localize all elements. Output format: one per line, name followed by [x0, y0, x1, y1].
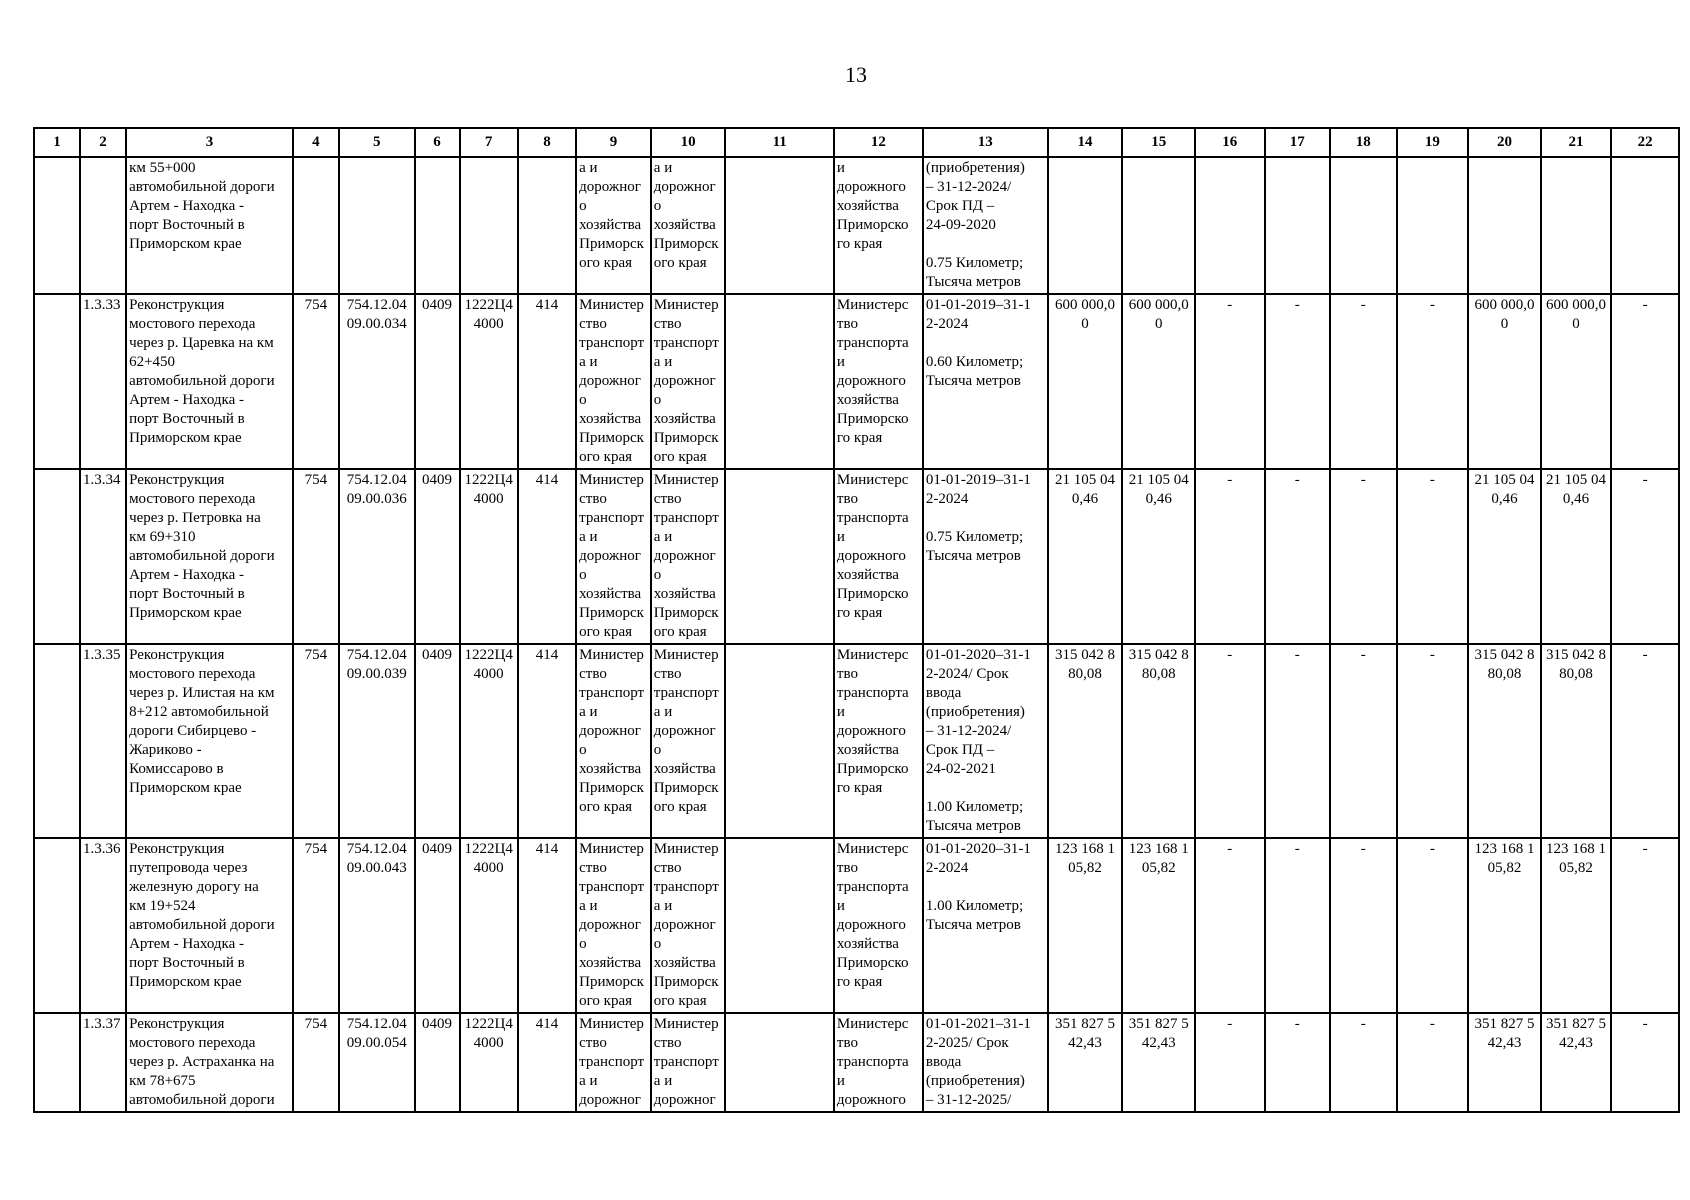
- table-cell: Реконструкция путепровода через железную дорогу на км 19+524 автомобильной дороги Артем - Находка - порт Восточный в Приморском крае: [126, 838, 293, 1013]
- column-header: 12: [834, 128, 923, 157]
- table-cell: Реконструкция мостового перехода через р. Царевка на км 62+450 автомобильной дороги Артем - Находка - порт Восточный в Приморском крае: [126, 294, 293, 469]
- column-header: 6: [415, 128, 460, 157]
- table-cell: -: [1265, 838, 1330, 1013]
- column-header: 22: [1611, 128, 1679, 157]
- table-cell: -: [1195, 469, 1265, 644]
- column-header: 4: [293, 128, 339, 157]
- table-cell: [415, 157, 460, 294]
- column-header: 15: [1122, 128, 1195, 157]
- table-row: [34, 644, 1679, 838]
- table-cell: 351 827 5 42,43: [1468, 1013, 1541, 1112]
- table-cell: Министер ство транспорт а и дорожног о хозяйства Приморск ого края: [651, 644, 726, 838]
- table-cell: 01-01-2019–31-1 2-2024 0.75 Километр; Тысяча метров: [923, 469, 1048, 644]
- table-cell: 21 105 04 0,46: [1541, 469, 1612, 644]
- table-cell: -: [1265, 644, 1330, 838]
- table-cell: Министерс тво транспорта и дорожного хозяйства Приморско го края: [834, 469, 923, 644]
- table-cell: 1222Ц4 4000: [460, 1013, 518, 1112]
- table-cell: -: [1330, 838, 1396, 1013]
- table-cell: -: [1195, 1013, 1265, 1112]
- table-cell: 315 042 8 80,08: [1048, 644, 1123, 838]
- table-cell: 754: [293, 1013, 339, 1112]
- column-header: 20: [1468, 128, 1541, 157]
- column-header: 10: [651, 128, 726, 157]
- table-cell: 351 827 5 42,43: [1048, 1013, 1123, 1112]
- table-cell: 754.12.04 09.00.039: [339, 644, 415, 838]
- table-cell: 414: [518, 1013, 576, 1112]
- table-cell: 1.3.33: [80, 294, 126, 469]
- table-cell: 754.12.04 09.00.034: [339, 294, 415, 469]
- table-cell: 0409: [415, 644, 460, 838]
- column-header: 16: [1195, 128, 1265, 157]
- table-cell: -: [1265, 1013, 1330, 1112]
- table-cell: [725, 1013, 833, 1112]
- table-cell: [725, 644, 833, 838]
- table-cell: [34, 157, 80, 294]
- table-cell: и дорожного хозяйства Приморско го края: [834, 157, 923, 294]
- table-cell: 01-01-2020–31-1 2-2024 1.00 Километр; Тысяча метров: [923, 838, 1048, 1013]
- table-cell: [460, 157, 518, 294]
- table-cell: 1222Ц4 4000: [460, 469, 518, 644]
- page-number: 13: [845, 62, 867, 87]
- table-cell: -: [1611, 644, 1679, 838]
- table-cell: [80, 157, 126, 294]
- table-cell: Министер ство транспорт а и дорожног о хозяйства Приморск ого края: [576, 644, 651, 838]
- column-header: 11: [725, 128, 833, 157]
- table-cell: -: [1195, 838, 1265, 1013]
- table-cell: 414: [518, 294, 576, 469]
- table-cell: Министер ство транспорт а и дорожног о хозяйства Приморск ого края: [651, 294, 726, 469]
- table-cell: [1468, 157, 1541, 294]
- table-cell: [34, 1013, 80, 1112]
- table-cell: 754.12.04 09.00.043: [339, 838, 415, 1013]
- table-cell: -: [1195, 294, 1265, 469]
- table-row: [34, 157, 1679, 294]
- table-cell: 1.3.36: [80, 838, 126, 1013]
- table-cell: -: [1611, 294, 1679, 469]
- table-cell: 0409: [415, 1013, 460, 1112]
- table-cell: -: [1265, 469, 1330, 644]
- table-cell: 0409: [415, 294, 460, 469]
- table-cell: Министерс тво транспорта и дорожного: [834, 1013, 923, 1112]
- column-header: 14: [1048, 128, 1123, 157]
- table-cell: [1265, 157, 1330, 294]
- table-cell: [339, 157, 415, 294]
- table-cell: 1.3.34: [80, 469, 126, 644]
- table-cell: [1541, 157, 1612, 294]
- table-cell: [725, 469, 833, 644]
- table-cell: Реконструкция мостового перехода через р. Петровка на км 69+310 автомобильной дороги Артем - Находка - порт Восточный в Приморском крае: [126, 469, 293, 644]
- table-row: [34, 1013, 1679, 1112]
- table-cell: [34, 644, 80, 838]
- table-cell: 351 827 5 42,43: [1122, 1013, 1195, 1112]
- budget-table: [33, 127, 1680, 1113]
- table-row: [34, 294, 1679, 469]
- table-cell: 01-01-2020–31-1 2-2024/ Срок ввода (приобретения) – 31-12-2024/ Срок ПД – 24-02-2021 1.00 Километр; Тысяча метров: [923, 644, 1048, 838]
- table-cell: -: [1195, 644, 1265, 838]
- table-cell: 754.12.04 09.00.054: [339, 1013, 415, 1112]
- table-cell: 123 168 1 05,82: [1468, 838, 1541, 1013]
- table-cell: 600 000,0 0: [1048, 294, 1123, 469]
- table-cell: 01-01-2021–31-1 2-2025/ Срок ввода (приобретения) – 31-12-2025/: [923, 1013, 1048, 1112]
- table-cell: [1048, 157, 1123, 294]
- table-cell: -: [1611, 838, 1679, 1013]
- table-cell: -: [1330, 1013, 1396, 1112]
- table-cell: 123 168 1 05,82: [1048, 838, 1123, 1013]
- table-cell: -: [1397, 294, 1469, 469]
- column-header: 13: [923, 128, 1048, 157]
- table-cell: 0409: [415, 838, 460, 1013]
- table-cell: [1330, 157, 1396, 294]
- table-cell: 1.3.35: [80, 644, 126, 838]
- table-cell: Реконструкция мостового перехода через р. Илистая на км 8+212 автомобильной дороги Сибирцево - Жариково - Комиссарово в Приморском крае: [126, 644, 293, 838]
- column-header: 2: [80, 128, 126, 157]
- table-row: [34, 838, 1679, 1013]
- table-cell: Реконструкция мостового перехода через р. Астраханка на км 78+675 автомобильной дороги: [126, 1013, 293, 1112]
- table-cell: -: [1397, 644, 1469, 838]
- table-cell: 600 000,0 0: [1468, 294, 1541, 469]
- table-cell: -: [1330, 294, 1396, 469]
- table-cell: 315 042 8 80,08: [1468, 644, 1541, 838]
- table-body: [34, 128, 1679, 1112]
- table-cell: а и дорожног о хозяйства Приморск ого края: [576, 157, 651, 294]
- table-cell: 21 105 04 0,46: [1122, 469, 1195, 644]
- table-cell: 600 000,0 0: [1541, 294, 1612, 469]
- table-cell: 1222Ц4 4000: [460, 838, 518, 1013]
- table-cell: км 55+000 автомобильной дороги Артем - Находка - порт Восточный в Приморском крае: [126, 157, 293, 294]
- table-cell: Министер ство транспорт а и дорожног о хозяйства Приморск ого края: [651, 838, 726, 1013]
- table-cell: Министерс тво транспорта и дорожного хозяйства Приморско го края: [834, 838, 923, 1013]
- column-header: 1: [34, 128, 80, 157]
- table-cell: -: [1611, 469, 1679, 644]
- table-cell: 123 168 1 05,82: [1541, 838, 1612, 1013]
- column-header: 5: [339, 128, 415, 157]
- table-cell: -: [1265, 294, 1330, 469]
- table-cell: 123 168 1 05,82: [1122, 838, 1195, 1013]
- table-cell: 600 000,0 0: [1122, 294, 1195, 469]
- column-header: 8: [518, 128, 576, 157]
- table-cell: Министер ство транспорт а и дорожног о хозяйства Приморск ого края: [651, 469, 726, 644]
- table-cell: 414: [518, 644, 576, 838]
- table-cell: [1611, 157, 1679, 294]
- column-header: 21: [1541, 128, 1612, 157]
- table-cell: 754: [293, 644, 339, 838]
- column-header: 3: [126, 128, 293, 157]
- column-header: 7: [460, 128, 518, 157]
- column-header: 9: [576, 128, 651, 157]
- table-cell: [725, 294, 833, 469]
- table-cell: 0409: [415, 469, 460, 644]
- table-cell: 315 042 8 80,08: [1122, 644, 1195, 838]
- table-cell: [34, 294, 80, 469]
- table-cell: -: [1330, 469, 1396, 644]
- table-cell: а и дорожног о хозяйства Приморск ого края: [651, 157, 726, 294]
- table-cell: Министер ство транспорт а и дорожног: [576, 1013, 651, 1112]
- table-cell: 1222Ц4 4000: [460, 294, 518, 469]
- table-cell: [1122, 157, 1195, 294]
- table-cell: -: [1397, 1013, 1469, 1112]
- table-cell: 414: [518, 838, 576, 1013]
- table-cell: 754: [293, 469, 339, 644]
- table-cell: 21 105 04 0,46: [1048, 469, 1123, 644]
- column-header: 19: [1397, 128, 1469, 157]
- column-header: 17: [1265, 128, 1330, 157]
- table-cell: [725, 157, 833, 294]
- table-row: [34, 469, 1679, 644]
- table-cell: Министер ство транспорт а и дорожног о хозяйства Приморск ого края: [576, 469, 651, 644]
- table-cell: -: [1330, 644, 1396, 838]
- table-cell: [518, 157, 576, 294]
- table-cell: [1195, 157, 1265, 294]
- table-cell: 754.12.04 09.00.036: [339, 469, 415, 644]
- table-cell: -: [1611, 1013, 1679, 1112]
- table-cell: 351 827 5 42,43: [1541, 1013, 1612, 1112]
- table-cell: 21 105 04 0,46: [1468, 469, 1541, 644]
- table-cell: [1397, 157, 1469, 294]
- table-cell: [293, 157, 339, 294]
- column-header: 18: [1330, 128, 1396, 157]
- table-cell: [34, 469, 80, 644]
- table-cell: -: [1397, 838, 1469, 1013]
- table-cell: 01-01-2019–31-1 2-2024 0.60 Километр; Тысяча метров: [923, 294, 1048, 469]
- table-cell: [725, 838, 833, 1013]
- table-cell: Министерс тво транспорта и дорожного хозяйства Приморско го края: [834, 644, 923, 838]
- table-cell: Министер ство транспорт а и дорожног: [651, 1013, 726, 1112]
- table-cell: 754: [293, 294, 339, 469]
- table-cell: -: [1397, 469, 1469, 644]
- table-cell: 1222Ц4 4000: [460, 644, 518, 838]
- table-cell: 754: [293, 838, 339, 1013]
- table-cell: [34, 838, 80, 1013]
- header-row: [34, 128, 1679, 157]
- table-cell: Министер ство транспорт а и дорожног о хозяйства Приморск ого края: [576, 838, 651, 1013]
- table-cell: Министерс тво транспорта и дорожного хозяйства Приморско го края: [834, 294, 923, 469]
- table-cell: 315 042 8 80,08: [1541, 644, 1612, 838]
- table-cell: Министер ство транспорт а и дорожног о хозяйства Приморск ого края: [576, 294, 651, 469]
- table-cell: 414: [518, 469, 576, 644]
- table-cell: 1.3.37: [80, 1013, 126, 1112]
- table-cell: (приобретения) – 31-12-2024/ Срок ПД – 24-09-2020 0.75 Километр; Тысяча метров: [923, 157, 1048, 294]
